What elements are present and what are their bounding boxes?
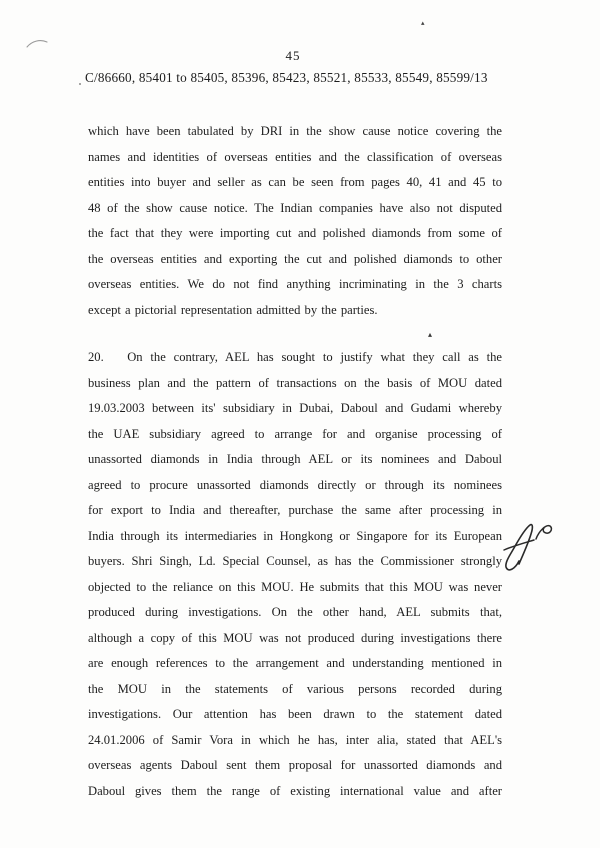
text-line: overseas entities. We do not find anything incriminating in the 3 charts bbox=[88, 277, 502, 291]
text-line: produced during investigations. On the other hand, AEL submits that, bbox=[88, 605, 502, 619]
text-line: names and identities of overseas entities and the classification of overseas bbox=[88, 149, 502, 164]
text-line: entities into buyer and seller as can be seen from pages 40, 41 and 45 to bbox=[88, 175, 502, 189]
text-line: although a copy of this MOU was not produced during investigations there bbox=[88, 630, 502, 645]
text-line: 20. On the contrary, AEL has sought to justify what they call as the bbox=[88, 350, 502, 364]
text-line: unassorted diamonds in India through AEL or its nominees and Daboul bbox=[88, 452, 502, 466]
text-line: the UAE subsidiary agreed to arrange for and organise processing of bbox=[88, 426, 502, 441]
text-line: the overseas entities and exporting the cut and polished diamonds to other bbox=[88, 251, 502, 266]
caret-insertion-mark: ▴ bbox=[428, 330, 433, 339]
text-line: the MOU in the statements of various persons recorded during bbox=[88, 681, 502, 696]
text-line: investigations. Our attention has been drawn to the statement dated bbox=[88, 707, 502, 721]
pen-tick-mark bbox=[25, 37, 51, 51]
text-line: the fact that they were importing cut and polished diamonds from some of bbox=[88, 226, 502, 240]
text-line: 48 of the show cause notice. The Indian companies have also not disputed bbox=[88, 200, 502, 215]
handwritten-signature bbox=[500, 517, 562, 575]
text-line: except a pictorial representation admitted by the parties. bbox=[88, 302, 378, 317]
ink-dot bbox=[79, 83, 81, 85]
text-line: are enough references to the arrangement and understanding mentioned in bbox=[88, 656, 502, 670]
paragraph-20 bbox=[88, 345, 502, 804]
text-line: agreed to procure unassorted diamonds directly or through its nominees bbox=[88, 477, 502, 492]
text-line: 19.03.2003 between its' subsidiary in Dubai, Daboul and Gudami whereby bbox=[88, 401, 502, 415]
paragraph-intro bbox=[88, 119, 502, 323]
text-line: overseas agents Daboul sent them proposal for unassorted diamonds and bbox=[88, 758, 502, 772]
text-line: buyers. Shri Singh, Ld. Special Counsel, as has the Commissioner strongly bbox=[88, 554, 502, 568]
text-line: 24.01.2006 of Samir Vora in which he has, inter alia, stated that AEL's bbox=[88, 732, 502, 747]
text-line: India through its intermediaries in Hongkong or Singapore for its European bbox=[88, 528, 502, 543]
text-line: business plan and the pattern of transactions on the basis of MOU dated bbox=[88, 375, 502, 390]
page-number: 45 bbox=[285, 48, 301, 63]
text-line: which have been tabulated by DRI in the show cause notice covering the bbox=[88, 124, 502, 138]
text-line: for export to India and thereafter, purchase the same after processing in bbox=[88, 503, 502, 517]
text-line: Daboul gives them the range of existing international value and after bbox=[88, 783, 502, 798]
text-line: objected to the reliance on this MOU. He submits that this MOU was never bbox=[88, 579, 502, 594]
case-number-line: C/86660, 85401 to 85405, 85396, 85423, 85521, 85533, 85549, 85599/13 bbox=[85, 70, 488, 85]
ink-speck: ▴ bbox=[421, 19, 425, 27]
